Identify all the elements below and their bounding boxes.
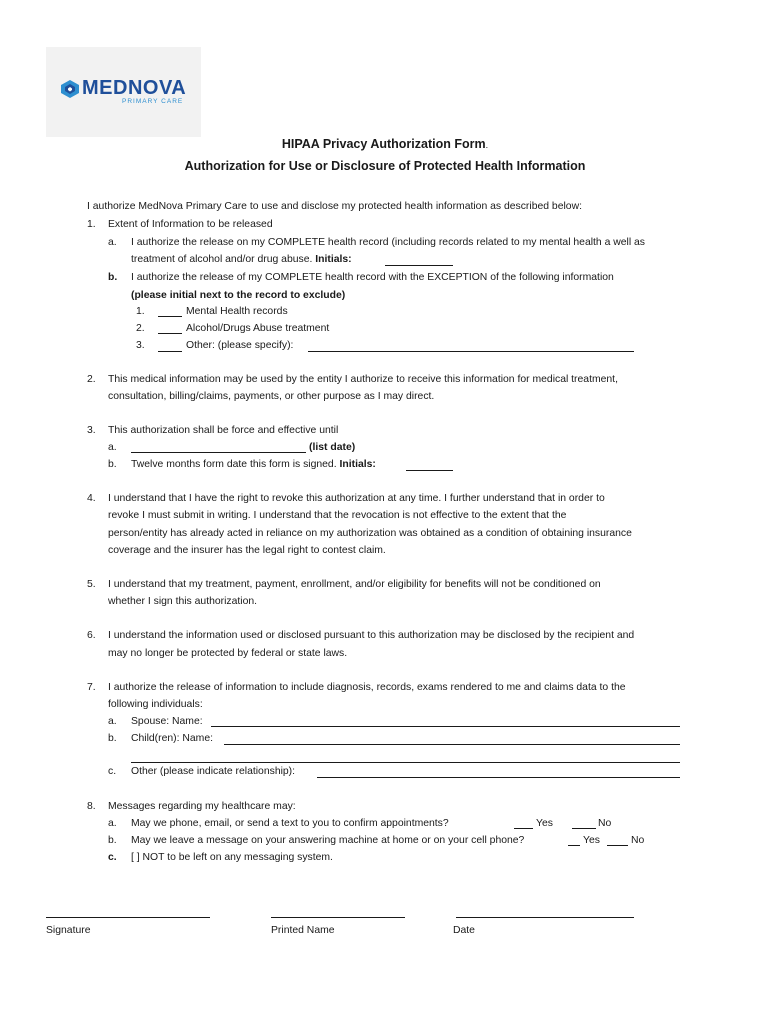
logo-brand-text: MEDNOVA bbox=[82, 77, 187, 99]
section-7-line1: I authorize the release of information to include diagnosis, records, exams rendered to me and claims data to the bbox=[108, 682, 626, 693]
list-date-field[interactable] bbox=[131, 452, 306, 453]
exclude-item-1-text: Mental Health records bbox=[186, 306, 288, 317]
children-name-field[interactable] bbox=[224, 744, 680, 745]
initials-1a-field[interactable] bbox=[385, 265, 453, 266]
section-1a-label: a. bbox=[108, 237, 117, 248]
section-3b-text: Twelve months form date this form is signed. Initials: bbox=[131, 459, 376, 470]
section-3a-label: a. bbox=[108, 442, 117, 453]
other-relationship-label: Other (please indicate relationship): bbox=[131, 766, 296, 777]
section-6-line2: may no longer be protected by federal or state laws. bbox=[108, 648, 348, 659]
form-title: HIPAA Privacy Authorization Form. bbox=[281, 137, 489, 151]
section-4-line1: I understand that I have the right to revoke this authorization at any time. I further understand that in order to bbox=[108, 493, 605, 504]
section-8b-label: b. bbox=[108, 835, 117, 846]
printed-name-label: Printed Name bbox=[271, 925, 335, 936]
section-5-line1: I understand that my treatment, payment, enrollment, and/or eligibility for benefits will not be conditioned on bbox=[108, 579, 601, 590]
logo-emblem-icon bbox=[60, 79, 80, 99]
section-1b-line1: I authorize the release of my COMPLETE health record with the EXCEPTION of the following information bbox=[131, 272, 614, 283]
exclude-item-1-initials-field[interactable] bbox=[158, 316, 182, 317]
section-3-number: 3. bbox=[87, 425, 96, 436]
section-4-line4: coverage and the insurer has the legal right to contest claim. bbox=[108, 545, 386, 556]
section-3a-text: (list date) bbox=[309, 442, 356, 453]
spouse-name-field[interactable] bbox=[211, 726, 680, 727]
initials-3b-field[interactable] bbox=[406, 470, 453, 471]
section-1-number: 1. bbox=[87, 219, 96, 230]
section-1a-line1: I authorize the release on my COMPLETE health record (including records related to my mental health a well as bbox=[131, 237, 646, 248]
section-8-number: 8. bbox=[87, 801, 96, 812]
spouse-name-label: Spouse: Name: bbox=[131, 716, 203, 727]
section-8-text: Messages regarding my healthcare may: bbox=[108, 801, 296, 812]
logo-tagline: PRIMARY CARE bbox=[122, 98, 184, 105]
leave-message-no-label: No bbox=[631, 835, 645, 846]
section-7b-label: b. bbox=[108, 733, 117, 744]
section-6-line1: I understand the information used or disclosed pursuant to this authorization may be disclosed by the recipient and bbox=[108, 630, 635, 641]
date-field[interactable] bbox=[456, 917, 634, 918]
section-8a-text: May we phone, email, or send a text to you to confirm appointments? bbox=[131, 818, 449, 829]
confirm-appointments-no-label: No bbox=[598, 818, 612, 829]
section-7-line2: following individuals: bbox=[108, 699, 203, 710]
exclude-item-2-initials-field[interactable] bbox=[158, 333, 182, 334]
section-4-line2: revoke I must submit in writing. I understand that the revocation is not effective to the extent that the bbox=[108, 510, 567, 521]
children-name-label: Child(ren): Name: bbox=[131, 733, 213, 744]
section-5-number: 5. bbox=[87, 579, 96, 590]
other-specify-field[interactable] bbox=[308, 351, 634, 352]
signature-label: Signature bbox=[46, 925, 91, 936]
section-2-line1: This medical information may be used by the entity I authorize to receive this information for medical treatment, bbox=[108, 374, 618, 385]
section-3-text: This authorization shall be force and effective until bbox=[108, 425, 339, 436]
section-4-number: 4. bbox=[87, 493, 96, 504]
section-8b-text: May we leave a message on your answering machine at home or on your cell phone? bbox=[131, 835, 525, 846]
printed-name-field[interactable] bbox=[271, 917, 405, 918]
section-8c-label: c. bbox=[108, 852, 117, 863]
exclude-item-2-text: Alcohol/Drugs Abuse treatment bbox=[186, 323, 330, 334]
exclude-item-2-number: 2. bbox=[136, 323, 145, 334]
leave-message-yes-field[interactable] bbox=[568, 845, 580, 846]
section-1-text: Extent of Information to be released bbox=[108, 219, 273, 230]
section-7-number: 7. bbox=[87, 682, 96, 693]
exclude-item-3-initials-field[interactable] bbox=[158, 351, 182, 352]
intro-text: I authorize MedNova Primary Care to use and disclose my protected health information as described below: bbox=[87, 201, 582, 212]
section-5-line2: whether I sign this authorization. bbox=[108, 596, 258, 607]
leave-message-no-field[interactable] bbox=[607, 845, 628, 846]
section-7c-label: c. bbox=[108, 766, 117, 777]
section-2-number: 2. bbox=[87, 374, 96, 385]
exclude-item-3-text: Other: (please specify): bbox=[186, 340, 294, 351]
other-relationship-field[interactable] bbox=[317, 777, 680, 778]
section-6-number: 6. bbox=[87, 630, 96, 641]
form-subtitle: Authorization for Use or Disclosure of Protected Health Information bbox=[184, 159, 586, 173]
section-8a-label: a. bbox=[108, 818, 117, 829]
section-2-line2: consultation, billing/claims, payments, or other purpose as I may direct. bbox=[108, 391, 435, 402]
section-1b-label: b. bbox=[108, 272, 118, 283]
confirm-appointments-yes-field[interactable] bbox=[514, 828, 533, 829]
section-4-line3: person/entity has already acted in reliance on my authorization was obtained as a condition of obtaining insurance bbox=[108, 528, 632, 539]
confirm-appointments-no-field[interactable] bbox=[572, 828, 596, 829]
exclude-item-3-number: 3. bbox=[136, 340, 145, 351]
section-3b-label: b. bbox=[108, 459, 117, 470]
date-label: Date bbox=[453, 925, 475, 936]
section-7a-label: a. bbox=[108, 716, 117, 727]
confirm-appointments-yes-label: Yes bbox=[536, 818, 553, 829]
no-messaging-checkbox-text[interactable]: [ ] NOT to be left on any messaging system. bbox=[131, 852, 333, 863]
leave-message-yes-label: Yes bbox=[583, 835, 600, 846]
signature-field[interactable] bbox=[46, 917, 210, 918]
exclude-item-1-number: 1. bbox=[136, 306, 145, 317]
children-name-field-line2[interactable] bbox=[131, 762, 680, 763]
mednova-logo bbox=[60, 77, 190, 107]
section-1b-line2: (please initial next to the record to exclude) bbox=[131, 290, 346, 301]
section-1a-line2: treatment of alcohol and/or drug abuse. Initials: bbox=[131, 254, 352, 265]
